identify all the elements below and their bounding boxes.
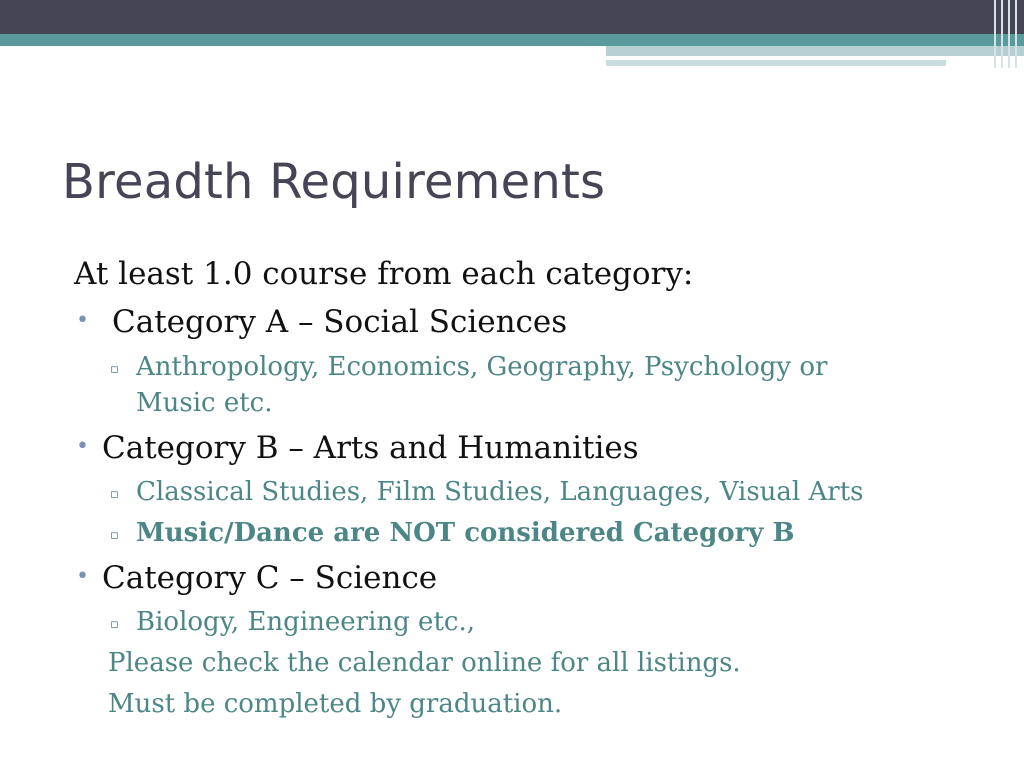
note-calendar: Please check the calendar online for all listings. (108, 648, 741, 678)
category-b-label: Category B – Arts and Humanities (102, 430, 639, 466)
header-band-teal (0, 34, 1024, 46)
note-graduation: Must be completed by graduation. (108, 689, 563, 719)
intro-text: At least 1.0 course from each category: (74, 256, 694, 292)
header-stripe (1001, 0, 1003, 68)
category-a-item-continued: Music etc. (136, 388, 273, 418)
bullet-icon: • (76, 308, 89, 333)
sub-bullet-icon: ▫ (110, 362, 119, 377)
category-a-item: Anthropology, Economics, Geography, Psychology or (136, 352, 828, 382)
category-a-label: Category A – Social Sciences (112, 304, 568, 340)
sub-bullet-icon: ▫ (110, 617, 119, 632)
slide-title: Breadth Requirements (62, 154, 606, 210)
sub-bullet-icon: ▫ (110, 528, 119, 543)
header-band-divider (606, 57, 1024, 59)
bullet-icon: • (76, 434, 89, 459)
header-stripe (994, 0, 996, 68)
header-band-light-lower (606, 60, 946, 66)
sub-bullet-icon: ▫ (110, 487, 119, 502)
header-stripe (1015, 0, 1017, 68)
category-b-item: Classical Studies, Film Studies, Languages, Visual Arts (136, 477, 864, 507)
category-c-item: Biology, Engineering etc., (136, 607, 475, 637)
category-b-item-bold: Music/Dance are NOT considered Category B (136, 518, 795, 548)
header-band-dark (0, 0, 1024, 34)
bullet-icon: • (76, 564, 89, 589)
header-band-light (606, 46, 1024, 56)
header-stripe (1008, 0, 1010, 68)
category-c-label: Category C – Science (102, 560, 438, 596)
